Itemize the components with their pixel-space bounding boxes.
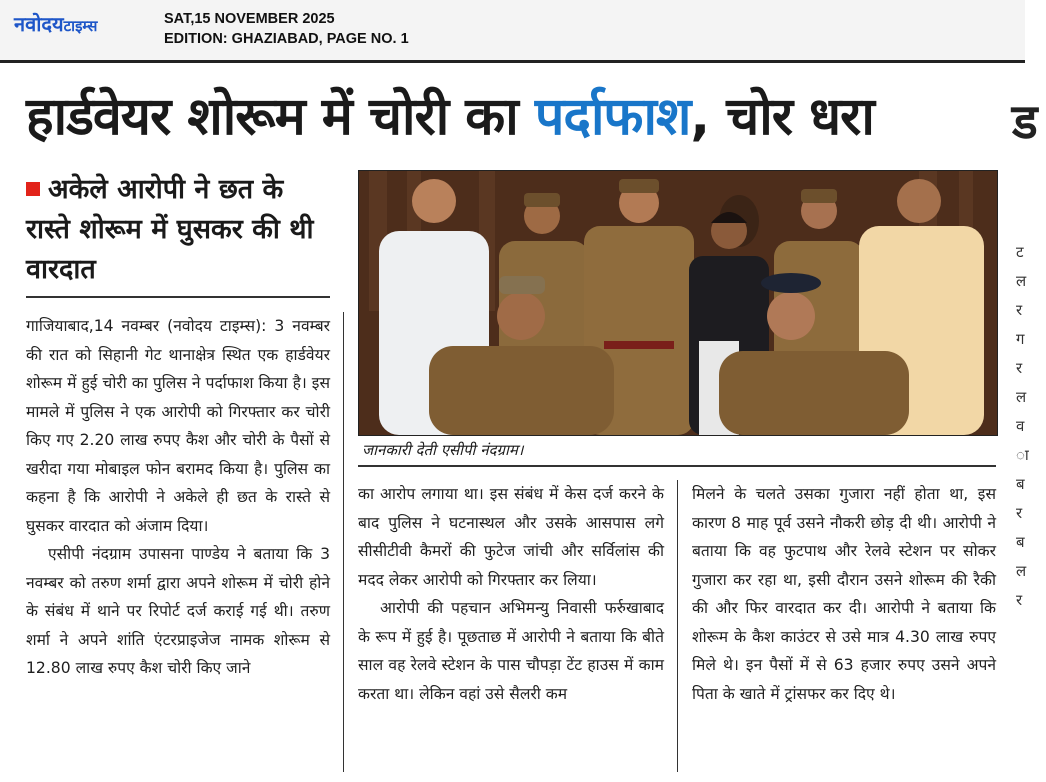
- left-neighbor-char: [0, 439, 10, 468]
- right-neighbor-char: र: [1016, 504, 1023, 522]
- left-neighbor-char: [0, 178, 10, 207]
- edition-date: SAT,15 NOVEMBER 2025: [164, 11, 335, 27]
- col1-paragraph-1: गाजियाबाद,14 नवम्बर (नवोदय टाइम्स): 3 नवम्बर की रात को सिहानी गेट थानाक्षेत्र स्थित एक हार्डवेयर शोरूम में हुई चोरी का पुलिस ने पर्दाफाश किया है। इस मामले में पुलिस ने एक आरोपी को गिरफ्तार कर चोरी किए गए 2.20 लाख रुपए कैश और चोरी के पैसों से खरीदा गया मोबाइल फोन बरामद किया है। पुलिस का कहना है कि आरोपी ने अकेले ही छत के रास्ते से घुसकर वारदात को अंजाम दिया।: [26, 317, 330, 535]
- article-column-2: [358, 480, 664, 708]
- right-neighbor-char: र: [1016, 359, 1023, 377]
- left-neighbor-char: [0, 265, 10, 294]
- photo-caption: जानकारी देती एसीपी नंदग्राम।: [362, 441, 524, 459]
- left-neighbor-char: [0, 497, 10, 526]
- left-neighbor-char: [0, 642, 10, 671]
- right-neighbor-char: ल: [1016, 272, 1027, 290]
- police-group-photo: [359, 171, 997, 435]
- left-neighbor-char: [0, 236, 10, 265]
- left-neighbor-char: [0, 323, 10, 352]
- edition-page: EDITION: GHAZIABAD, PAGE NO. 1: [164, 31, 409, 47]
- subheading-text: अकेले आरोपी ने छत के रास्ते शोरूम में घुसकर की थी वारदात: [26, 174, 314, 285]
- bullet-square-icon: [26, 182, 40, 196]
- top-rule: [0, 60, 1025, 63]
- article-column-1: [26, 312, 330, 683]
- left-neighbor-char: [0, 468, 10, 497]
- column-divider: [677, 480, 678, 772]
- logo-main: नवोदय: [14, 12, 64, 36]
- article-subheading: [26, 170, 326, 290]
- edition-meta: [164, 9, 409, 49]
- right-neighbor-char: ल: [1016, 562, 1027, 580]
- col1-paragraph-2: एसीपी नंदग्राम उपासना पाण्डेय ने बताया कि 3 नवम्बर को तरुण शर्मा द्वारा अपने शोरूम में चोरी होने के संबंध में थाने पर रिपोर्ट दर्ज कराई गई थी। तरुण शर्मा ने अपने शांति एंटरप्राइजेज नामक शोरूम से 12.80 लाख रुपए कैश चोरी किए जाने: [26, 545, 330, 677]
- caption-rule: [358, 465, 996, 467]
- headline-highlight: पर्दाफाश: [534, 87, 691, 147]
- left-neighbor-char: [0, 207, 10, 236]
- right-neighbor-char: र: [1016, 301, 1023, 319]
- left-neighbor-char: [0, 352, 10, 381]
- left-neighbor-char: [0, 729, 10, 758]
- left-neighbor-char: [0, 700, 10, 729]
- news-clipping: [0, 60, 1038, 782]
- right-neighbor-char: ा: [1016, 446, 1029, 464]
- headline-part2: , चोर धरा: [690, 87, 874, 147]
- left-neighbor-char: [0, 526, 10, 555]
- col2-paragraph-1: का आरोप लगाया था। इस संबंध में केस दर्ज करने के बाद पुलिस ने घटनास्थल और उसके आसपास लगे सीसीटीवी कैमरों की फुटेज जांची और सर्विलांस की मदद लेकर आरोपी को गिरफ्तार कर लिया।: [358, 485, 664, 589]
- left-neighbor-char: [0, 294, 10, 323]
- article-headline: [26, 86, 874, 148]
- right-neighbor-char: ल: [1016, 388, 1027, 406]
- left-neighbor-char: [0, 555, 10, 584]
- left-neighbor-char: [0, 381, 10, 410]
- newspaper-logo[interactable]: [14, 10, 97, 37]
- right-neighbor-char: र: [1016, 591, 1023, 609]
- article-column-3: [692, 480, 996, 708]
- left-neighbor-column: [0, 178, 10, 778]
- left-neighbor-char: [0, 671, 10, 700]
- subheading-rule: [26, 296, 330, 298]
- right-neighbor-headline: ड: [1012, 94, 1038, 150]
- left-neighbor-char: [0, 584, 10, 613]
- right-neighbor-char: ट: [1016, 243, 1024, 261]
- edition-header: [0, 0, 1025, 60]
- left-neighbor-char: [0, 410, 10, 439]
- headline-part1: हार्डवेयर शोरूम में चोरी का: [26, 87, 535, 147]
- left-neighbor-char: [0, 613, 10, 642]
- right-neighbor-char: ब: [1016, 475, 1025, 493]
- right-neighbor-column: [1008, 88, 1038, 768]
- right-neighbor-char: व: [1016, 417, 1025, 435]
- col3-paragraph-1: मिलने के चलते उसका गुजारा नहीं होता था, इस कारण 8 माह पूर्व उसने नौकरी छोड़ दी थी। आरोपी ने बताया कि वह फुटपाथ और रेलवे स्टेशन पर सोकर गुजारा कर रहा था, इसी दौरान उसने शोरूम की रैकी की और फिर वारदात कर दी। आरोपी ने बताया कि शोरूम के कैश काउंटर से उसे मात्र 4.30 लाख रुपए मिले थे। इन पैसों में से 63 हजार रुपए उसने अपने पिता के खाते में ट्रांसफर कर दिए थे।: [692, 485, 996, 703]
- logo-sub: टाइम्स: [63, 17, 98, 35]
- col2-paragraph-2: आरोपी की पहचान अभिमन्यु निवासी फर्रुखाबाद के रूप में हुई है। पूछताछ में आरोपी ने बताया कि बीते साल वह रेलवे स्टेशन के पास चौपड़ा टेंट हाउस में काम करता था। लेकिन वहां उसे सैलरी कम: [358, 599, 664, 703]
- news-photo[interactable]: [358, 170, 998, 436]
- right-neighbor-char: ग: [1016, 330, 1025, 348]
- right-neighbor-char: ब: [1016, 533, 1025, 551]
- column-divider: [343, 312, 344, 772]
